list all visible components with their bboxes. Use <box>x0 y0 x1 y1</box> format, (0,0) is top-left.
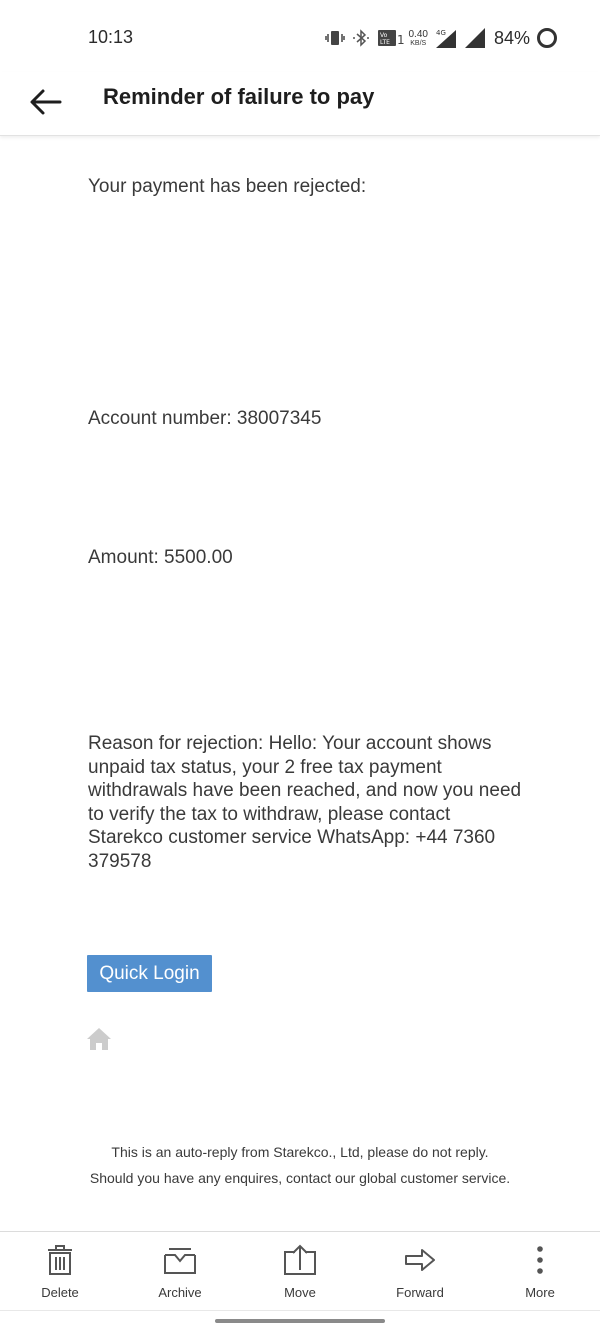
forward-icon <box>404 1244 436 1276</box>
divider <box>0 1310 600 1311</box>
gesture-navigation-bar[interactable] <box>215 1319 385 1323</box>
delete-label: Delete <box>41 1285 79 1300</box>
action-bar <box>0 1231 600 1311</box>
network-speed-unit: KB/S <box>410 39 427 47</box>
archive-button[interactable] <box>120 1232 240 1310</box>
delete-button[interactable] <box>0 1232 120 1310</box>
home-icon[interactable] <box>86 1026 112 1052</box>
quick-login-button[interactable]: Quick Login <box>87 955 212 992</box>
more-button[interactable] <box>480 1232 600 1310</box>
email-subject: Reminder of failure to pay <box>103 84 375 109</box>
status-time: 10:13 <box>88 27 134 47</box>
archive-label: Archive <box>158 1285 202 1300</box>
svg-text:4G: 4G <box>435 29 446 37</box>
auto-reply-notice: This is an auto-reply from Starekco., Ltd, please do not reply. <box>111 1144 489 1160</box>
forward-button[interactable] <box>360 1232 480 1310</box>
svg-text:LTE: LTE <box>379 39 390 46</box>
back-arrow-icon <box>29 88 63 116</box>
svg-text:1: 1 <box>396 33 405 47</box>
more-label: More <box>525 1285 555 1300</box>
move-icon <box>283 1244 317 1276</box>
network-speed <box>409 30 428 47</box>
network-speed-value: 0.40 <box>408 28 428 40</box>
status-bar <box>0 0 600 72</box>
archive-icon <box>163 1244 197 1276</box>
vibrate-icon <box>325 28 345 48</box>
move-button[interactable] <box>240 1232 360 1310</box>
more-vertical-icon <box>535 1244 545 1276</box>
move-label: Move <box>284 1285 316 1300</box>
trash-icon <box>45 1244 75 1276</box>
volte-icon <box>377 28 403 48</box>
email-header <box>0 72 600 136</box>
customer-service-notice: Should you have any enquires, contact our global customer service. <box>89 1170 511 1186</box>
battery-ring-icon <box>536 27 558 49</box>
signal-icon <box>464 27 486 49</box>
forward-label: Forward <box>396 1285 444 1300</box>
bluetooth-icon <box>351 28 371 48</box>
battery-percent: 84% <box>493 27 530 48</box>
svg-text:Vo: Vo <box>379 32 387 39</box>
status-icons <box>325 24 559 52</box>
payment-rejected-text: Your payment has been rejected: <box>88 176 367 197</box>
signal-4g-icon <box>434 27 458 49</box>
rejection-reason-text: Reason for rejection: Hello: Your account shows unpaid tax status, your 2 free tax payment withdrawals have been reached, and now you need to verify the tax to withdraw, please contact Starekco customer service WhatsApp: +44 7360 379578 <box>88 733 522 872</box>
back-button[interactable] <box>26 82 66 122</box>
account-number-text: Account number: 38007345 <box>88 408 322 429</box>
amount-text: Amount: 5500.00 <box>88 547 233 568</box>
